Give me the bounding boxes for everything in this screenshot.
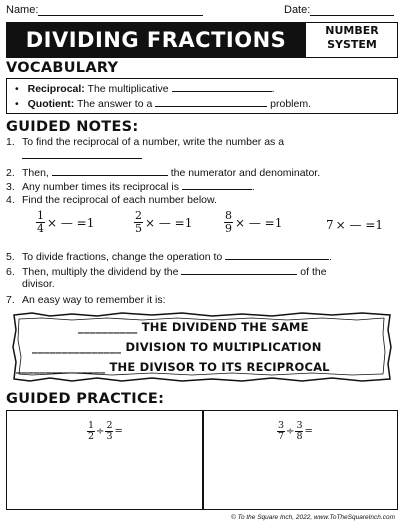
note-1: 1. To find the reciprocal of a number, write the number as a [6,136,285,148]
mnemonic-line-2: _______________ DIVISION TO MULTIPLICATION [32,340,322,354]
note-5: 5. To divide fractions, change the operation to . [6,251,333,263]
vocab-term: Quotient: [27,98,75,110]
reciprocal-problem[interactable]: $\frac{1}{4}$ × — =1 [37,209,95,235]
name-field[interactable] [6,4,203,16]
vocab-blank[interactable] [172,82,272,92]
reciprocal-problem[interactable]: $\frac{2}{5}$ × — =1 [135,209,193,235]
note-6: 6. Then, multiply the dividend by the of the [6,266,327,278]
vocabulary-box [6,78,398,114]
answer-blank[interactable] [52,166,168,176]
mnemonic-line-3: _______________ THE DIVISOR TO ITS RECIPROCAL [16,360,330,374]
practice-grid [6,410,398,510]
note-3: 3. Any number times its reciprocal is . [6,181,255,193]
note-4: 4. Find the reciprocal of each number below. [6,194,217,206]
date-field[interactable] [284,4,394,16]
date-line[interactable] [310,5,394,16]
vocab-definition: The answer to a [77,98,153,110]
name-line[interactable] [38,5,203,16]
mnemonic-box [12,312,392,382]
practice-problem-2[interactable]: $\frac{3}{7}$ ÷ $\frac{3}{8}$ = [278,420,313,442]
unit-label-line2: SYSTEM [327,38,377,51]
mnemonic-line-1: __________ THE DIVIDEND THE SAME [78,320,309,334]
fraction: $\frac{8}{9}$ [225,209,232,235]
vocab-item-reciprocal [15,82,389,97]
date-label: Date: [284,4,311,16]
answer-blank[interactable] [22,149,142,159]
vocab-after: . [271,83,275,95]
fraction: $\frac{2}{5}$ [135,209,142,235]
vocab-blank[interactable] [155,97,267,107]
guided-notes-heading: GUIDED NOTES: [6,119,139,135]
unit-label [306,24,398,52]
vocab-term: Reciprocal: [27,83,85,95]
note-1-blank[interactable] [22,149,142,163]
practice-divider [202,411,204,509]
unit-label-line1: NUMBER [325,24,379,37]
answer-blank[interactable] [225,250,329,260]
copyright-footer: © To the Square Inch, 2022, www.ToTheSquareInch.com [230,514,395,521]
vocabulary-heading: VOCABULARY [6,60,119,76]
note-6-cont: divisor. [22,278,55,290]
practice-problem-1[interactable]: $\frac{1}{2}$ ÷ $\frac{2}{3}$ = [88,420,123,442]
vocab-after: problem. [270,98,311,110]
note-2: 2. Then, the numerator and denominator. [6,167,321,179]
name-label: Name: [6,4,39,16]
vocab-definition: The multiplicative [87,83,169,95]
answer-blank[interactable] [181,265,297,275]
answer-blank[interactable] [182,180,252,190]
page-title: DIVIDING FRACTIONS [6,22,306,58]
fraction: $\frac{1}{4}$ [37,209,44,235]
reciprocal-problem[interactable]: 7 × — =1 [326,218,384,232]
vocab-item-quotient [15,97,389,112]
note-7: 7. An easy way to remember it is: [6,294,166,306]
guided-practice-heading: GUIDED PRACTICE: [6,391,165,407]
reciprocal-problem[interactable]: $\frac{8}{9}$ × — =1 [225,209,283,235]
